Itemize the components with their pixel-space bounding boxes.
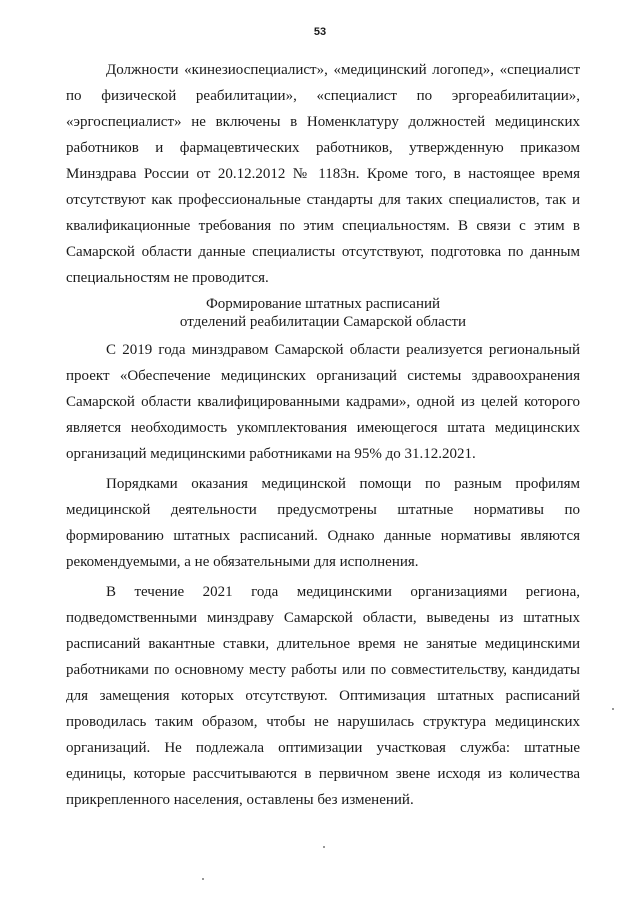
scan-speck bbox=[202, 878, 204, 880]
page-number: 53 bbox=[313, 26, 327, 38]
body-paragraph-norms: Порядками оказания медицинской помощи по разным профилям медицинской деятельности предусмотрены штатные нормативы по формированию штатных расписаний. Однако данные нормативы являются рекомендуемыми, а не обязательными для исполнения. bbox=[66, 476, 580, 570]
body-paragraph-project: С 2019 года минздравом Самарской области реализуется региональный проект «Обеспечение медицинских организаций системы здравоохранения Самарской области квалифицированными кадрами», одной из целей которого является необходимость укомплектования имеющегося штата медицинских организаций медицинскими работниками на 95% до 31.12.2021. bbox=[66, 342, 580, 462]
section-heading-line-2: отделений реабилитации Самарской области bbox=[179, 314, 467, 330]
body-paragraph-optimization: В течение 2021 года медицинскими организациями региона, подведомственными минздраву Самарской области, выведены из штатных расписаний вакантные ставки, длительное время не занятые медицинскими работниками по основному месту работы или по совместительству, кандидаты для замещения которых отсутствуют. Оптимизация штатных расписаний проводилась таким образом, чтобы не нарушилась структура медицинских организаций. Не подлежала оптимизации участковая служба: штатные единицы, которые рассчитываются в первичном звене исходя из количества прикрепленного населения, оставлены без изменений. bbox=[66, 584, 580, 808]
section-heading-line-1: Формирование штатных расписаний bbox=[205, 296, 441, 312]
intro-paragraph: Должности «кинезиоспециалист», «медицинский логопед», «специалист по физической реабилитации», «специалист по эргореабилитации», «эргоспециалист» не включены в Номенклатуру должностей медицинских работников и фармацевтических работников, утвержденную приказом Минздрава России от 20.12.2012 № 1183н. Кроме того, в настоящее время отсутствуют как профессиональные стандарты для таких специалистов, так и квалификационные требования по этим специальностям. В связи с этим в Самарской области данные специалисты отсутствуют, подготовка по данным специальностям не проводится. bbox=[66, 62, 580, 286]
document-body bbox=[66, 57, 580, 813]
scan-speck bbox=[612, 708, 614, 710]
scan-speck bbox=[323, 846, 325, 848]
